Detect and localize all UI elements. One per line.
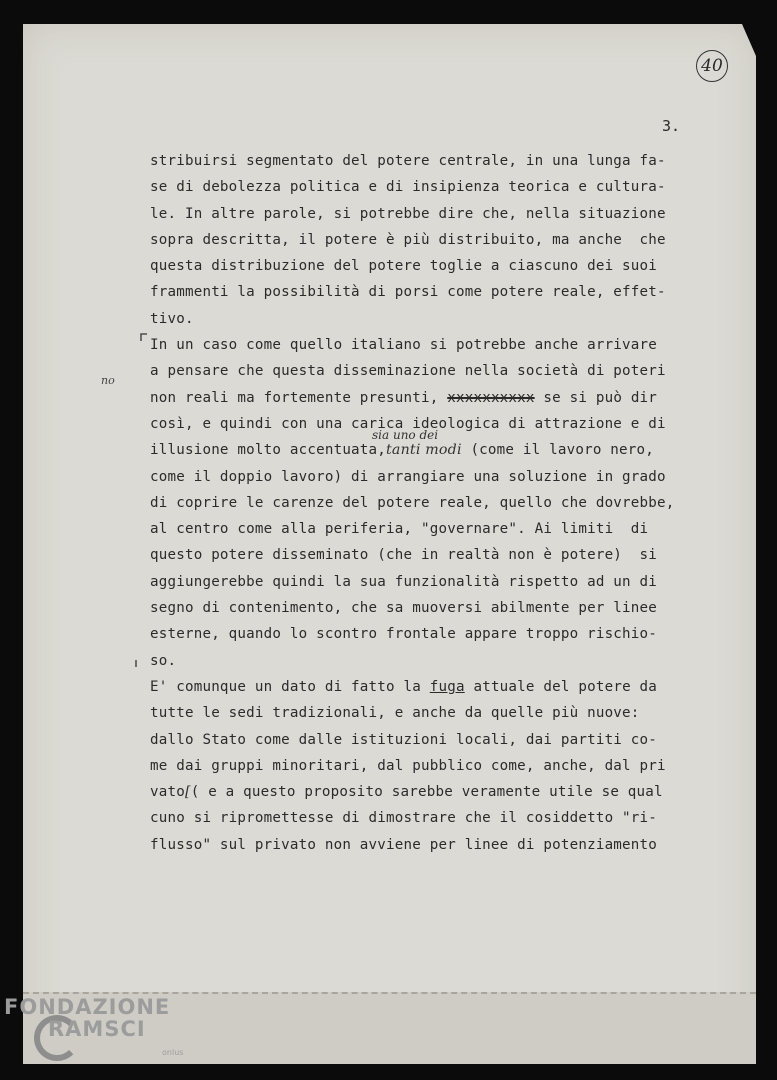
- text-line: così, e quindi con una carica ideologica di attrazione e di: [150, 415, 666, 432]
- text-line: frammenti la possibilità di porsi come potere reale, effet-: [150, 284, 666, 301]
- text-line: questo potere disseminato (che in realtà non è potere) si: [150, 547, 658, 564]
- text-line: In un caso come quello italiano si potrebbe anche arrivare: [150, 337, 658, 354]
- text-line: sopra descritta, il potere è più distribuito, ma anche che: [150, 231, 666, 248]
- text-line: a pensare che questa disseminazione nella società di poteri: [150, 363, 666, 380]
- page-number: 3.: [662, 117, 681, 135]
- text-line: aggiungerebbe quindi la sua funzionalità rispetto ad un di: [150, 573, 658, 590]
- text-line: tutte le sedi tradizionali, e anche da quelle più nuove:: [150, 705, 640, 722]
- text-line: esterne, quando lo scontro frontale appare troppo rischio-: [150, 626, 658, 643]
- text-line: cuno si ripromettesse di dimostrare che il cosiddetto "ri-: [150, 810, 658, 827]
- text-line: come il doppio lavoro) di arrangiare una soluzione in grado: [150, 468, 666, 485]
- text-line: illusione molto accentuata,tanti modi (come il lavoro nero,: [150, 442, 655, 459]
- struck-word: xxxxxxxxxx: [447, 389, 535, 406]
- text-line: non reali ma fortemente presunti, xxxxxxxxxx se si può dir: [150, 389, 658, 406]
- text-line: questa distribuzione del potere toglie a ciascuno dei suoi: [150, 258, 658, 275]
- watermark-suffix: onlus: [162, 1048, 184, 1057]
- text-line: di coprire le carenze del potere reale, quello che dovrebbe,: [150, 494, 675, 511]
- text-line: stribuirsi segmentato del potere centrale, in una lunga fa-: [150, 153, 666, 169]
- text-line: segno di contenimento, che sa muoversi abilmente per linee: [150, 600, 658, 617]
- archive-number: 40: [696, 50, 728, 82]
- bracket-open-mark: [140, 333, 148, 341]
- text-line: vato[( e a questo proposito sarebbe veramente utile se qual: [150, 784, 663, 801]
- interlinear-insert: sia uno dei: [372, 428, 439, 442]
- underlined-word: fuga: [429, 678, 465, 695]
- text-line: al centro come alla periferia, "governare". Ai limiti di: [150, 521, 649, 538]
- text-line: se di debolezza politica e di insipienza teorica e cultura-: [150, 179, 666, 196]
- text-line: flusso" sul privato non avviene per linee di potenziamento: [150, 836, 658, 853]
- text-line: dallo Stato come dalle istituzioni locali, dai partiti co-: [150, 731, 658, 748]
- handwritten-correction: tanti modi: [386, 442, 462, 459]
- archive-watermark: [4, 995, 204, 1075]
- text-line: E' comunque un dato di fatto la fuga attuale del potere da: [150, 678, 658, 695]
- text-line: me dai gruppi minoritari, dal pubblico come, anche, dal pri: [150, 757, 666, 774]
- margin-note: no: [101, 374, 115, 387]
- handwritten-bracket: [: [184, 784, 191, 801]
- typed-text: [150, 148, 690, 858]
- text-line: le. In altre parole, si potrebbe dire che, nella situazione: [150, 205, 666, 222]
- watermark-line2: RAMSCI: [48, 1017, 146, 1041]
- text-line: so.: [150, 652, 177, 669]
- bracket-close-mark: [135, 659, 143, 667]
- watermark-line1: FONDAZIONE: [4, 995, 171, 1019]
- text-line: tivo.: [150, 310, 194, 327]
